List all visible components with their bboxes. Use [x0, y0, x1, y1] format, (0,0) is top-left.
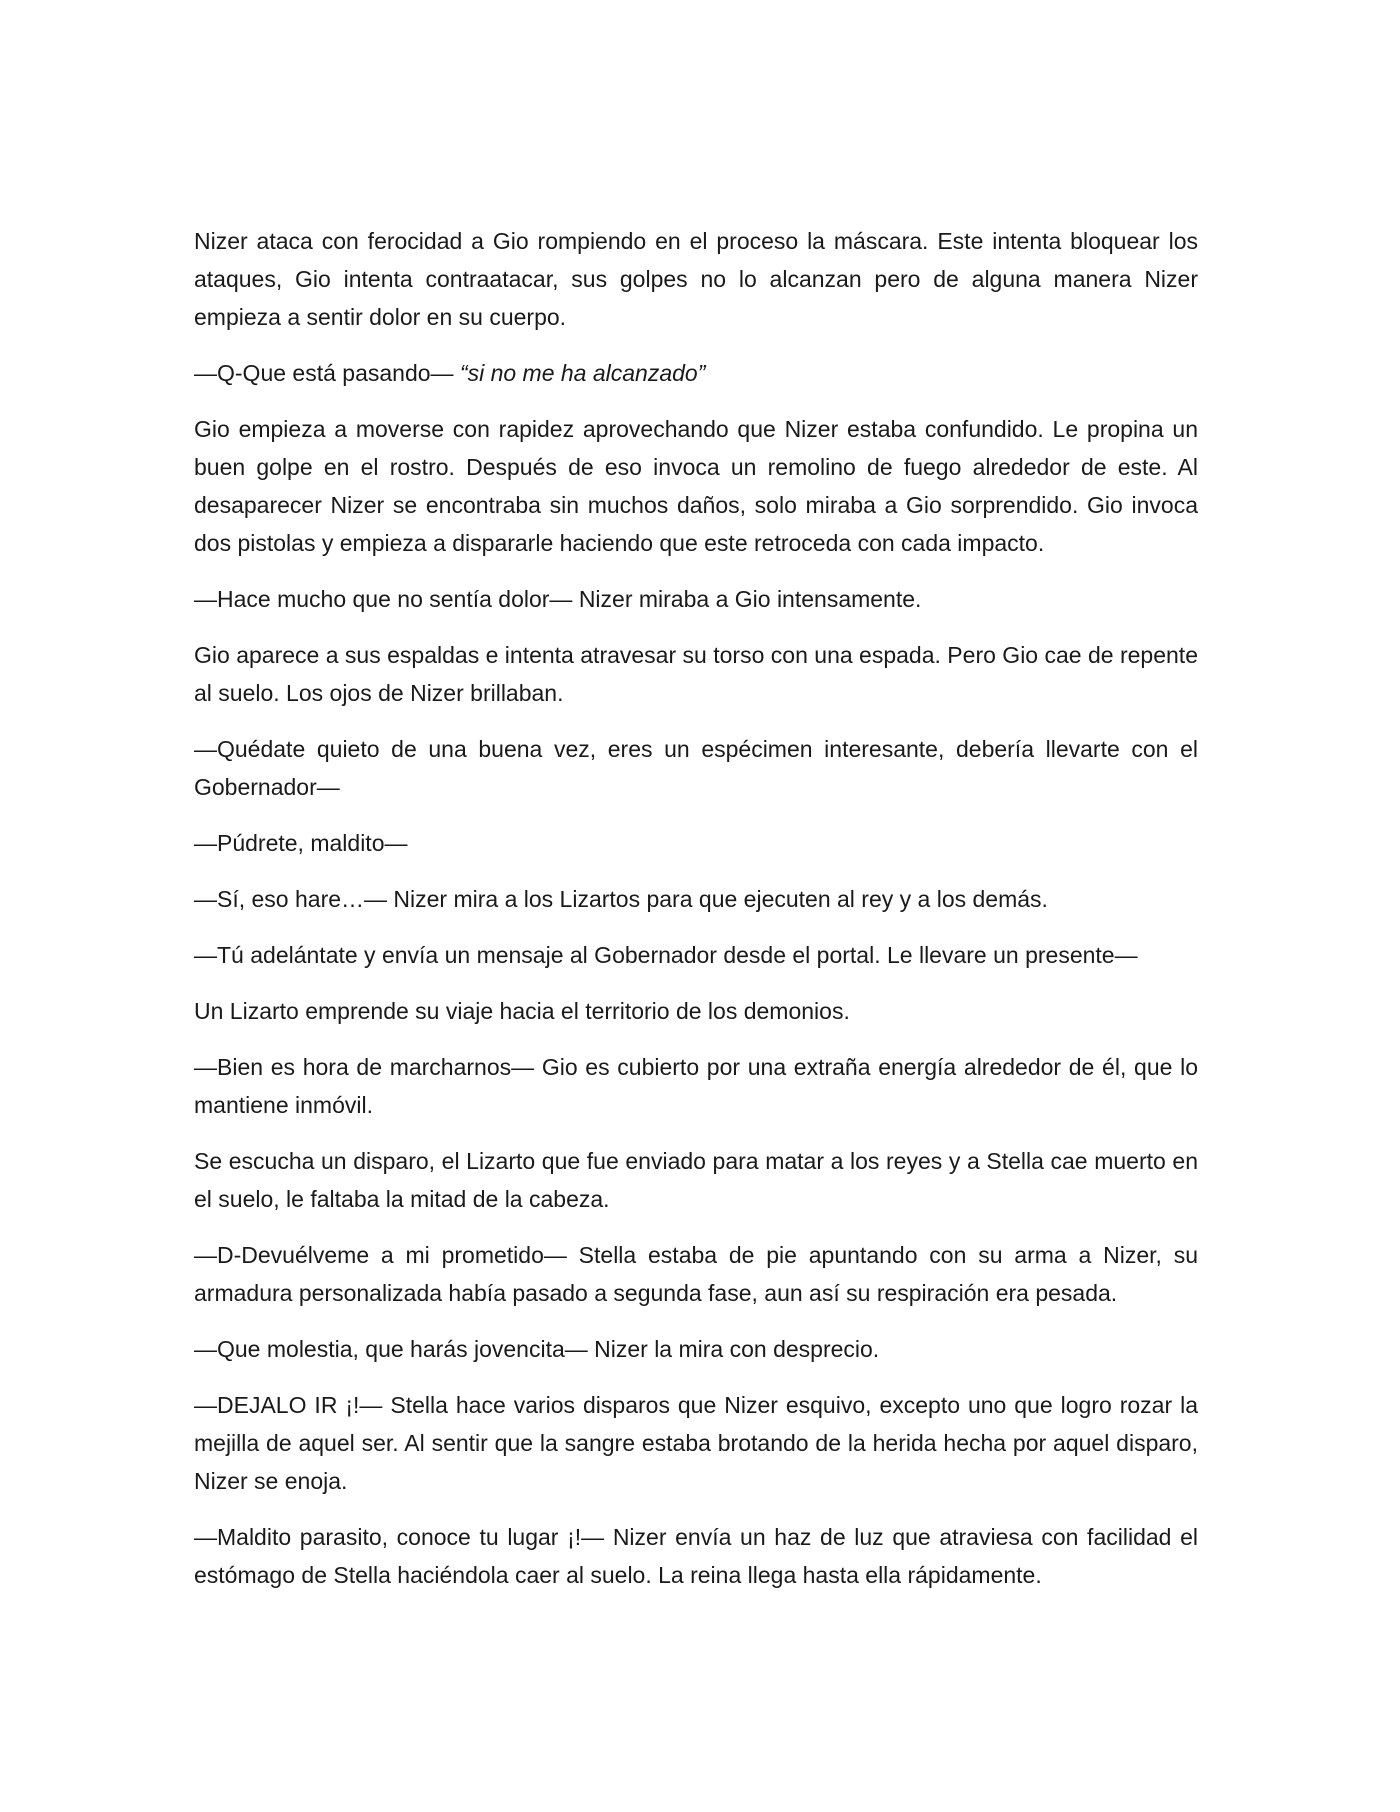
paragraph-3: Gio empieza a moverse con rapidez aprovechando que Nizer estaba confundido. Le propina un buen golpe en el rostro. Después de eso invoca un remolino de fuego alrededor de este. Al desaparecer Nizer se encontraba sin muchos daños, solo miraba a Gio sorprendido. Gio invoca dos pistolas y empieza a dispararle haciendo que este retroceda con cada impacto. — [194, 416, 1198, 556]
paragraph-12: Se escucha un disparo, el Lizarto que fue enviado para matar a los reyes y a Stella cae muerto en el suelo, le faltaba la mitad de la cabeza. — [194, 1148, 1198, 1212]
paragraph-16: —Maldito parasito, conoce tu lugar ¡!— Nizer envía un haz de luz que atraviesa con facilidad el estómago de Stella haciéndola caer al suelo. La reina llega hasta ella rápidamente. — [194, 1524, 1198, 1588]
paragraph-1: Nizer ataca con ferocidad a Gio rompiendo en el proceso la máscara. Este intenta bloquear los ataques, Gio intenta contraatacar, sus golpes no lo alcanzan pero de alguna manera Nizer empieza a sentir dolor en su cuerpo. — [194, 228, 1198, 330]
paragraph-2 — [194, 354, 1198, 392]
paragraph-11: —Bien es hora de marcharnos— Gio es cubierto por una extraña energía alrededor de él, que lo mantiene inmóvil. — [194, 1054, 1198, 1118]
paragraph-5: Gio aparece a sus espaldas e intenta atravesar su torso con una espada. Pero Gio cae de repente al suelo. Los ojos de Nizer brillaban. — [194, 642, 1198, 706]
dialogue-text: —Q-Que está pasando— — [194, 360, 460, 386]
paragraph-15: —DEJALO IR ¡!— Stella hace varios disparos que Nizer esquivo, excepto uno que logro rozar la mejilla de aquel ser. Al sentir que la sangre estaba brotando de la herida hecha por aquel disparo, Nizer se enoja. — [194, 1392, 1198, 1494]
paragraph-9: —Tú adelántate y envía un mensaje al Gobernador desde el portal. Le llevare un presente— — [194, 942, 1138, 968]
paragraph-6: —Quédate quieto de una buena vez, eres un espécimen interesante, debería llevarte con el Gobernador— — [194, 736, 1198, 800]
paragraph-14: —Que molestia, que harás jovencita— Nizer la mira con desprecio. — [194, 1336, 880, 1362]
paragraph-4: —Hace mucho que no sentía dolor— Nizer miraba a Gio intensamente. — [194, 586, 922, 612]
paragraph-10: Un Lizarto emprende su viaje hacia el territorio de los demonios. — [194, 998, 850, 1024]
paragraph-8: —Sí, eso hare…— Nizer mira a los Lizartos para que ejecuten al rey y a los demás. — [194, 886, 1048, 912]
paragraph-7: —Púdrete, maldito— — [194, 830, 408, 856]
italic-thought: “si no me ha alcanzado” — [459, 360, 706, 386]
document-page — [194, 222, 1198, 1612]
paragraph-13: —D-Devuélveme a mi prometido— Stella estaba de pie apuntando con su arma a Nizer, su armadura personalizada había pasado a segunda fase, aun así su respiración era pesada. — [194, 1242, 1198, 1306]
